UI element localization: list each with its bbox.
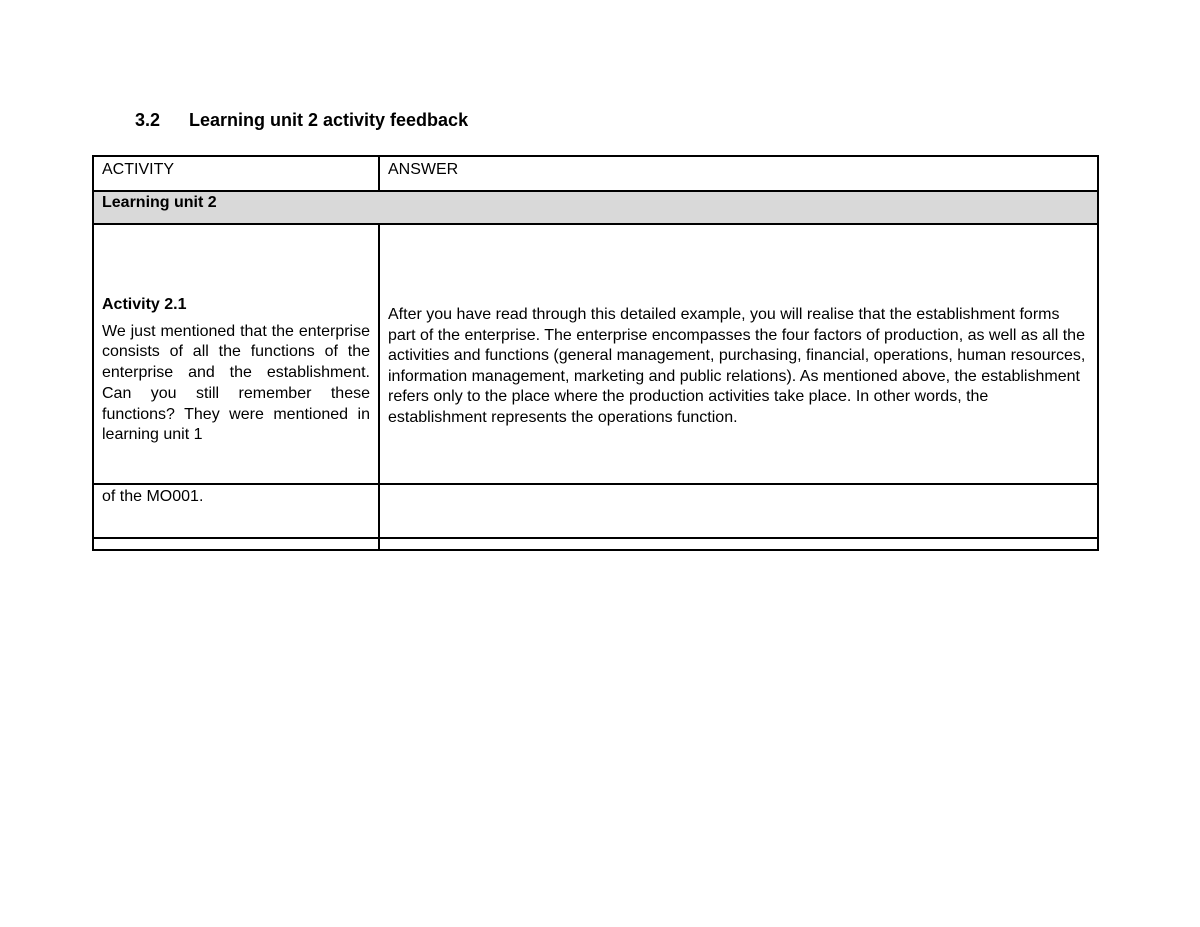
header-answer: ANSWER [379,156,1098,191]
continued-activity-cell: of the MO001. [93,484,379,550]
activity-title: Activity 2.1 [102,296,187,313]
feedback-table [92,155,1099,539]
section-number: 3.2 [135,110,161,130]
header-row [93,156,1098,191]
unit-label: Learning unit 2 [93,191,1098,224]
activity-text: We just mentioned that the enterprise consists of all the functions of the enterprise and the establishment. Can you still remember these functions? They were mentioned in learning unit 1 [102,322,370,444]
section-title: Learning unit 2 activity feedback [189,110,469,130]
header-activity: ACTIVITY [93,156,379,191]
section-heading [135,110,468,131]
answer-text: After you have read through this detailed example, you will realise that the establishment forms part of the enterprise. The enterprise encompasses the four factors of production, as well as all the activities and functions (general management, purchasing, financial, operations, human resources, information management, marketing and public relations). As mentioned above, the establishment refers only to the place where the production activities take place. In other words, the establishment represents the operations function. [388,306,1086,426]
continued-answer-cell [379,484,1098,550]
feedback-table-continued [92,483,1099,551]
table-row [93,484,1098,550]
unit-row [93,191,1098,224]
